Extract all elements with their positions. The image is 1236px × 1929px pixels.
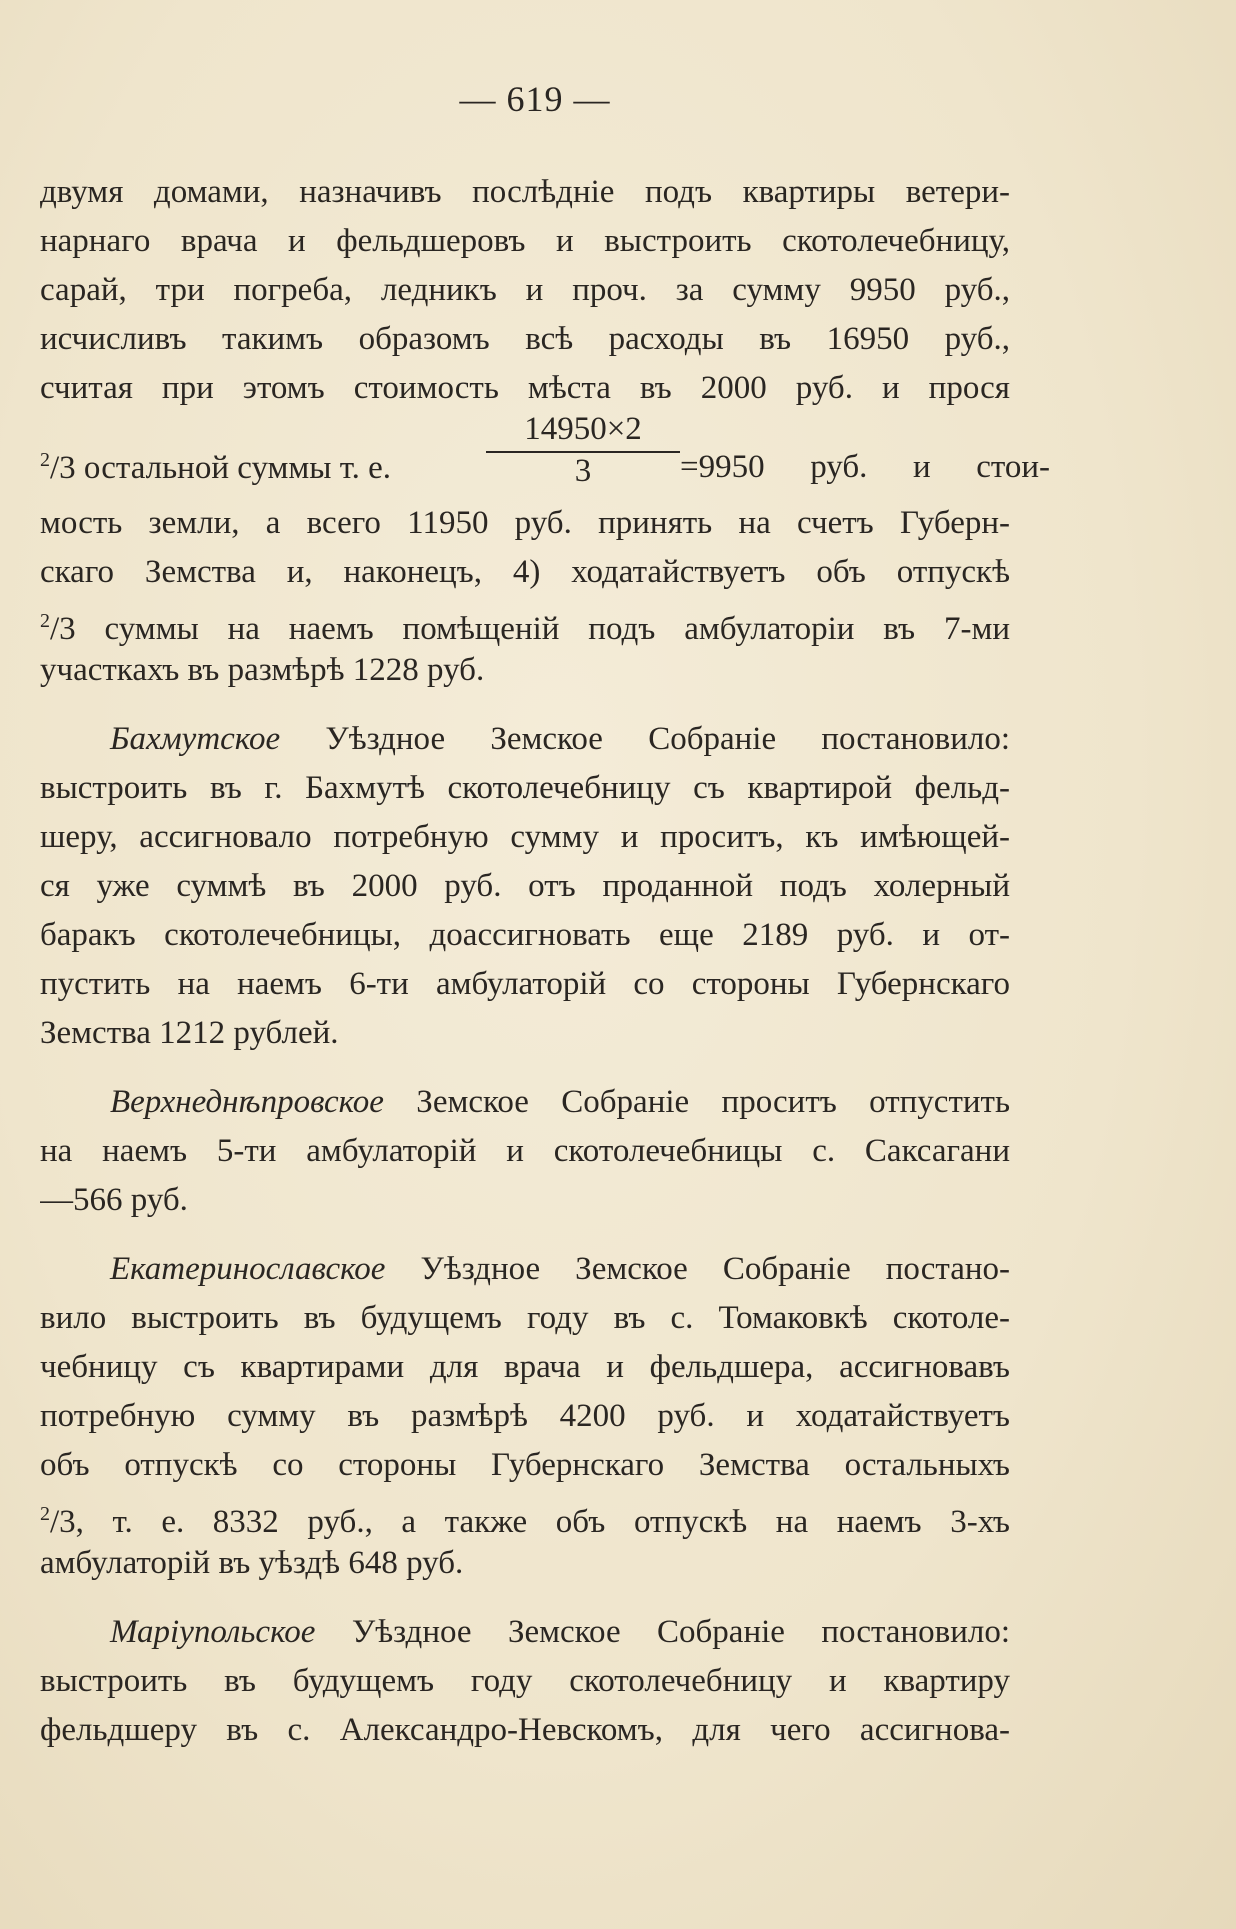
- formula-line: [40, 411, 1050, 499]
- paragraph-4: [40, 1245, 1010, 1588]
- text-line: баракъ скотолечебницы, доассигновать еще 2189 руб. и от-: [40, 917, 1010, 953]
- spacer: [40, 1588, 1010, 1608]
- text-line: потребную сумму въ размѣрѣ 4200 руб. и ходатайствуетъ: [40, 1398, 1010, 1434]
- text-line: шеру, ассигновало потребную сумму и проситъ, къ имѣющей-: [40, 819, 1010, 855]
- text-line: вило выстроить въ будущемъ году въ с. Томаковкѣ скотоле-: [40, 1300, 1010, 1336]
- text-line: [40, 1490, 1010, 1539]
- text-line: выстроить въ г. Бахмутѣ скотолечебницу съ квартирой фельд-: [40, 770, 1010, 806]
- page-number: — 619 —: [459, 79, 611, 119]
- text-line: —566 руб.: [40, 1182, 188, 1218]
- paragraph-5: [40, 1608, 1010, 1755]
- formula-right-text: =9950 руб. и стои-: [680, 449, 1050, 485]
- text-line: считая при этомъ стоимость мѣста въ 2000 руб. и прося: [40, 370, 1010, 406]
- text-line: сарай, три погреба, ледникъ и проч. за сумму 9950 руб.,: [40, 272, 1010, 308]
- text-line-rest: Уѣздное Земское Собранiе постановило:: [325, 721, 1010, 757]
- district-name: Бахмутское: [110, 721, 281, 757]
- text-line: нарнаго врача и фельдшеровъ и выстроить скотолечебницу,: [40, 223, 1010, 259]
- district-name: Марiупольское: [110, 1614, 316, 1650]
- fraction-numerator-sup: 2: [40, 449, 50, 471]
- spacer: [40, 1225, 1010, 1245]
- district-name: Верхнеднѣпровское: [110, 1084, 384, 1120]
- fraction: [486, 409, 680, 489]
- text-line: исчисливъ такимъ образомъ всѣ расходы въ 16950 руб.,: [40, 321, 1010, 357]
- text-line-rest: Уѣздное Земское Собранiе постано-: [420, 1251, 1010, 1287]
- text-line: пустить на наемъ 6-ти амбулаторiй со стороны Губернскаго: [40, 966, 1010, 1002]
- text-line-rest: Уѣздное Земское Собранiе постановило:: [351, 1614, 1010, 1650]
- text-line: участкахъ въ размѣрѣ 1228 руб.: [40, 652, 485, 688]
- text-line: Земства 1212 рублей.: [40, 1015, 339, 1051]
- text-line: мость земли, а всего 11950 руб. принять на счетъ Губерн-: [40, 505, 1010, 541]
- text-line-rest: /3 суммы на наемъ помѣщенiй подъ амбулаторiи въ 7-ми: [50, 611, 1010, 646]
- body-text: [40, 168, 1050, 1755]
- text-line-rest: /3, т. е. 8332 руб., а также объ отпускѣ на наемъ 3-хъ: [50, 1504, 1010, 1539]
- text-line: [40, 1608, 1010, 1657]
- text-line: [40, 597, 1010, 646]
- fraction-numerator-sup: 2: [40, 610, 50, 632]
- text-line: двумя домами, назначивъ послѣднiе подъ квартиры ветери-: [40, 174, 1010, 210]
- district-name: Екатеринославское: [110, 1251, 386, 1287]
- formula-left-label: /3 остальной суммы т. е.: [50, 450, 392, 486]
- text-line: на наемъ 5-ти амбулаторiй и скотолечебницы с. Саксагани: [40, 1133, 1010, 1169]
- text-line: скаго Земства и, наконецъ, 4) ходатайствуетъ объ отпускѣ: [40, 554, 1010, 590]
- text-line: выстроить въ будущемъ году скотолечебницу и квартиру: [40, 1663, 1010, 1699]
- fraction-denominator: 3: [574, 453, 592, 489]
- text-line: [40, 1078, 1010, 1127]
- paragraph-1: [40, 168, 1050, 695]
- text-line: [40, 715, 1010, 764]
- formula-left-text: [40, 449, 391, 487]
- text-line: [40, 1245, 1010, 1294]
- spacer: [40, 695, 1010, 715]
- paragraph-3: [40, 1078, 1010, 1225]
- text-line: ся уже суммѣ въ 2000 руб. отъ проданной подъ холерный: [40, 868, 1010, 904]
- spacer: [40, 1058, 1010, 1078]
- text-line: чебницу съ квартирами для врача и фельдшера, ассигновавъ: [40, 1349, 1010, 1385]
- text-line: фельдшеру въ с. Александро-Невскомъ, для чего ассигнова-: [40, 1712, 1010, 1748]
- text-line-rest: Земское Собранiе проситъ отпустить: [416, 1084, 1010, 1120]
- text-line: амбулаторiй въ уѣздѣ 648 руб.: [40, 1545, 464, 1581]
- paragraph-2: [40, 715, 1010, 1058]
- text-line: объ отпускѣ со стороны Губернскаго Земства остальныхъ: [40, 1447, 1010, 1483]
- fraction-numerator: 14950×2: [524, 411, 642, 447]
- fraction-numerator-sup: 2: [40, 1503, 50, 1525]
